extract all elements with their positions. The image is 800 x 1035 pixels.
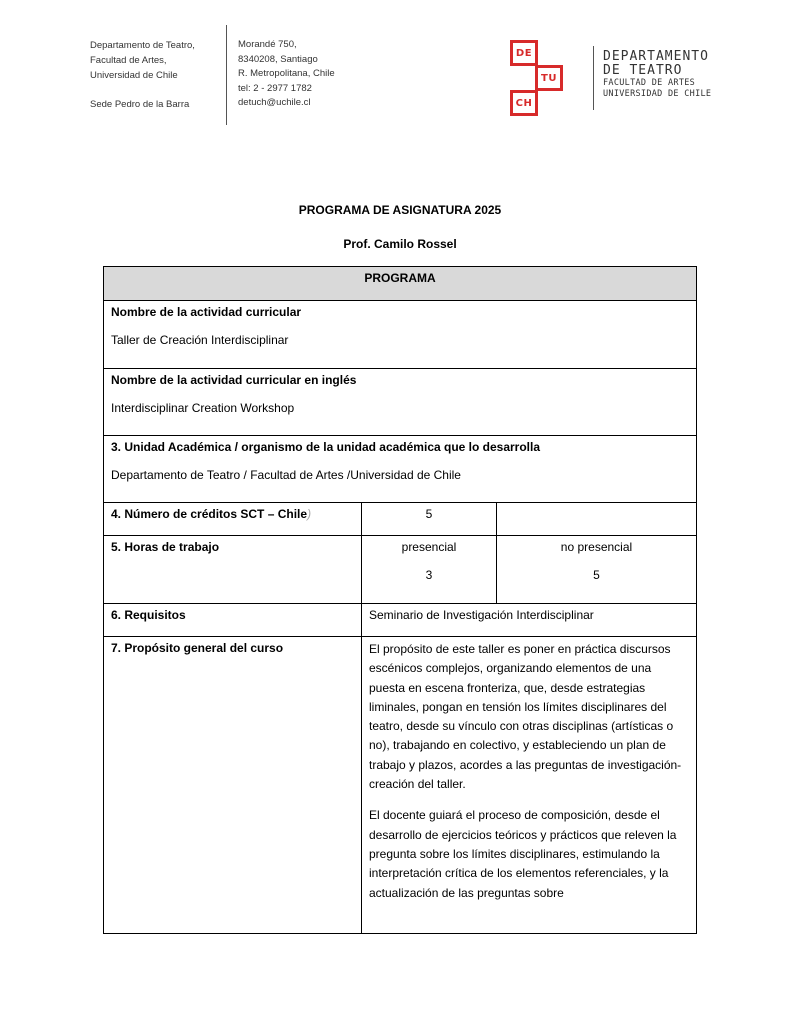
- field-value: Departamento de Teatro / Facultad de Artes /Universidad de Chile: [111, 468, 461, 482]
- institution-campus: Sede Pedro de la Barra: [90, 99, 190, 110]
- credits-label-cell: [104, 503, 362, 536]
- table-header: PROGRAMA: [104, 267, 697, 301]
- academic-unit-cell: [104, 436, 697, 503]
- purpose-label-cell: [104, 637, 362, 934]
- credits-extra-cell: [497, 503, 697, 536]
- logo-box-de: DE: [510, 40, 538, 66]
- logo-text-line: FACULTAD DE ARTES: [603, 78, 696, 88]
- letterhead-contact: [238, 38, 335, 111]
- letterhead-divider: [226, 25, 227, 125]
- activity-name-en-cell: [104, 369, 697, 436]
- field-value: Taller de Creación Interdisciplinar: [111, 333, 289, 347]
- logo-text-line: UNIVERSIDAD DE CHILE: [603, 89, 712, 99]
- presencial-label: presencial: [401, 540, 457, 554]
- logo-text-line: DE TEATRO: [603, 63, 683, 78]
- institution-line: Universidad de Chile: [90, 70, 178, 81]
- field-label: 4. Número de créditos SCT – Chile: [111, 507, 308, 521]
- detuch-logo-icon: [510, 40, 582, 116]
- requisites-value-cell: Seminario de Investigación Interdisciplinar: [362, 604, 697, 637]
- field-value: Interdisciplinar Creation Workshop: [111, 401, 295, 415]
- logo-box-tu: TU: [535, 65, 563, 91]
- table-row: [104, 369, 697, 436]
- field-label: 7. Propósito general del curso: [111, 641, 284, 655]
- logo-box-ch: CH: [510, 90, 538, 116]
- activity-name-cell: [104, 301, 697, 369]
- hours-label-cell: [104, 536, 362, 604]
- field-label: 3. Unidad Académica / organismo de la unidad académica que lo desarrolla: [111, 440, 541, 454]
- letterhead-institution: [90, 38, 195, 112]
- purpose-value-cell: [362, 637, 697, 934]
- document-title: PROGRAMA DE ASIGNATURA 2025: [298, 203, 502, 217]
- address-line: Morandé 750,: [238, 39, 297, 50]
- field-label: Nombre de la actividad curricular: [111, 305, 302, 319]
- table-row: [104, 637, 697, 934]
- logo-text: [603, 50, 711, 100]
- logo-divider: [593, 46, 594, 110]
- address-line: 8340208, Santiago: [238, 53, 318, 65]
- field-label: 6. Requisitos: [111, 608, 186, 622]
- hours-presencial-cell: [362, 536, 497, 604]
- credits-value-cell: 5: [362, 503, 497, 536]
- requisites-label-cell: [104, 604, 362, 637]
- table-row: [104, 604, 697, 637]
- table-row: [104, 503, 697, 536]
- institution-line: Facultad de Artes,: [90, 55, 167, 66]
- table-row: [104, 536, 697, 604]
- purpose-paragraph: El propósito de este taller es poner en práctica discursos escénicos complejos, organizando elementos de una puesta en escena fronteriza, que, desde estrategias liminales, pongan en tensión los límites disciplinares del teatro, desde su vínculo con otras disciplinas (artísticas o no), trabajando en colectivo, y estableciendo un plan de trabajo y plazos, acordes a las preguntas de investigación-creación del taller.: [369, 642, 682, 792]
- no-presencial-label: no presencial: [560, 540, 633, 554]
- institution-line: Departamento de Teatro,: [90, 40, 195, 51]
- purpose-paragraph: El docente guiará el proceso de composición, desde el desarrollo de ejercicios teóricos y prácticos que releven la pregunta sobre los límites disciplinares, estimulando la interpretación crítica de los elementos referenciales, y la actualización de las preguntas sobre: [369, 808, 677, 900]
- no-presencial-value: 5: [593, 568, 600, 582]
- label-suffix: ): [307, 507, 312, 521]
- table-header-row: [104, 267, 697, 301]
- hours-no-presencial-cell: [497, 536, 697, 604]
- table-row: [104, 301, 697, 369]
- logo-text-line: DEPARTAMENTO: [603, 49, 709, 64]
- field-label: Nombre de la actividad curricular en inglés: [111, 373, 357, 387]
- professor-name: Prof. Camilo Rossel: [343, 237, 457, 251]
- table-row: [104, 436, 697, 503]
- presencial-value: 3: [425, 568, 433, 582]
- field-label: 5. Horas de trabajo: [111, 540, 220, 554]
- phone: tel: 2 - 2977 1782: [238, 82, 312, 94]
- email: detuch@uchile.cl: [238, 97, 311, 108]
- address-line: R. Metropolitana, Chile: [238, 68, 335, 79]
- program-table: [103, 266, 697, 934]
